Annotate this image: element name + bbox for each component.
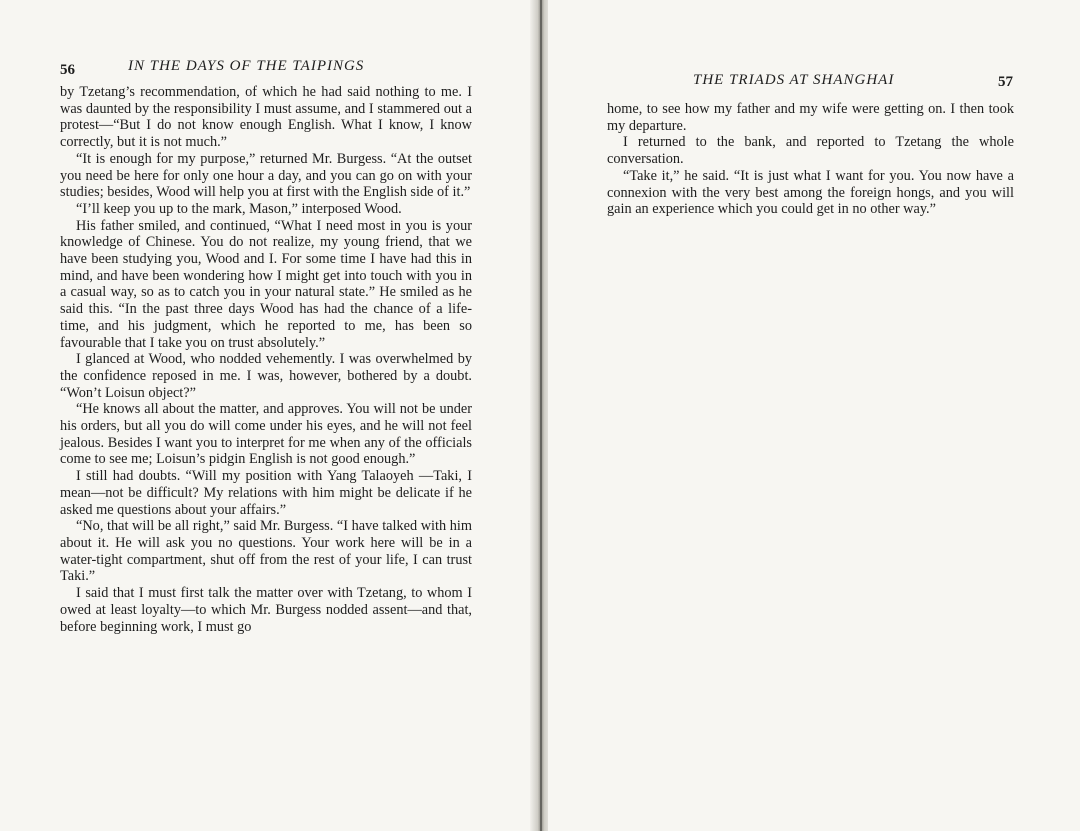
paragraph: by Tzetang’s recommendation, of which he had said nothing to me. I was daunted by the responsibility I must assume, and I stammered out a protest—“But I do not know enough English. What I know, I know correctly, but it is not much.” bbox=[60, 84, 472, 151]
gutter-shadow-line bbox=[540, 0, 542, 831]
paragraph: I still had doubts. “Will my position with Yang Talaoyeh —Taki, I mean—not be difficult? My relations with him might be delicate if he asked me questions about your affairs.” bbox=[60, 468, 472, 518]
paragraph: His father smiled, and continued, “What I need most in you is your knowledge of Chinese. You do not realize, my young friend, that we have been studying you, Wood and I. For some time I have had this in mind, and have been wondering how I might get into touch with you in a casual way, so as to catch you in your natural state.” He smiled as he said this. “In the past three days Wood has had the chance of a life-time, and his judgment, which he reported to me, has been so favourable that I take you on trust absolutely.” bbox=[60, 217, 472, 351]
left-body-text bbox=[60, 84, 472, 635]
paragraph: “Take it,” he said. “It is just what I want for you. You now have a connexion with the very best among the foreign hongs, and you will gain an experience which you could get in no other way.” bbox=[607, 167, 1014, 218]
paragraph: I glanced at Wood, who nodded vehemently. I was overwhelmed by the confidence reposed in me. I was, however, bothered by a doubt. “Won’t Loisun object?” bbox=[60, 351, 472, 401]
paragraph: I said that I must first talk the matter over with Tzetang, to whom I owed at least loyalty—to which Mr. Burgess nodded assent—and that, before beginning work, I must go bbox=[60, 585, 472, 635]
paragraph: “It is enough for my purpose,” returned Mr. Burgess. “At the outset you need be here for only one hour a day, and you can go on with your studies; besides, Wood will help you at first with the English side of it.” bbox=[60, 150, 472, 201]
page-number: 56 bbox=[60, 62, 75, 78]
paragraph: I returned to the bank, and reported to Tzetang the whole conversation. bbox=[607, 134, 1014, 168]
paragraph: “I’ll keep you up to the mark, Mason,” interposed Wood. bbox=[76, 200, 402, 217]
paragraph: home, to see how my father and my wife were getting on. I then took my departure. bbox=[607, 101, 1014, 134]
left-page bbox=[0, 0, 536, 831]
running-head: THE TRIADS AT SHANGHAI bbox=[693, 72, 895, 88]
right-body-text bbox=[607, 101, 1014, 218]
running-head: IN THE DAYS OF THE TAIPINGS bbox=[128, 58, 365, 74]
page-number: 57 bbox=[998, 74, 1013, 90]
right-page bbox=[548, 0, 1080, 831]
paragraph: “No, that will be all right,” said Mr. Burgess. “I have talked with him about it. He will ask you no questions. Your work here will be in a water-tight compartment, shut off from the rest of your life, I can trust Taki.” bbox=[60, 518, 472, 585]
paragraph: “He knows all about the matter, and approves. You will not be under his orders, but all you do will come under his eyes, and he will not feel jealous. Besides I want you to interpret for me when any of the officials come to see me; Loisun’s pidgin English is not good enough.” bbox=[60, 401, 472, 468]
